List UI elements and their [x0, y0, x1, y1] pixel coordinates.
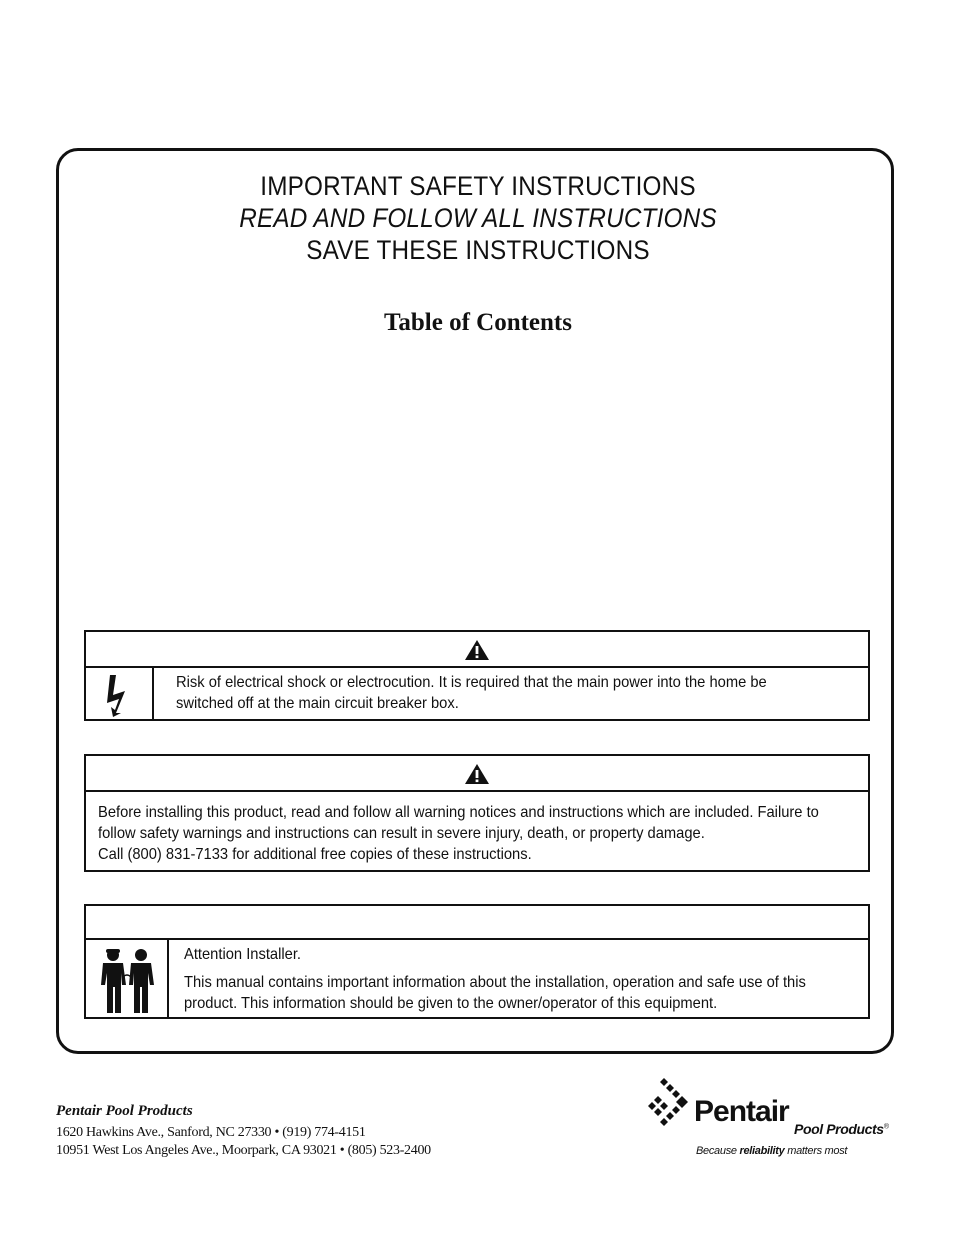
installers-icon — [86, 940, 169, 1019]
electrical-warning-text: Risk of electrical shock or electrocution. It is required that the main power into the home be switched off at the main circuit breaker box. — [176, 674, 767, 712]
general-warning-text: Before installing this product, read and follow all warning notices and instructions which are included. Failure to follow safety warnings and instructions can result in severe injury, death, or property damage. Call (800) 831-7133 for additional free copies of these instructions. — [98, 804, 819, 863]
installer-notice-text: Attention Installer. This manual contains important information about the installation, operation and safe use of this product. This information should be given to the owner/operator of this equipment. — [184, 946, 806, 1012]
installer-notice-box — [84, 904, 870, 1019]
logo-tagline: Because reliability matters most — [696, 1145, 848, 1157]
warning-triangle-icon — [464, 639, 490, 661]
pentair-diamond-icon — [648, 1076, 696, 1136]
warning-header — [86, 756, 868, 792]
address-moorpark: 10951 West Los Angeles Ave., Moorpark, CA 93021 • (805) 523-2400 — [56, 1143, 431, 1158]
toc-title: Table of Contents — [384, 309, 572, 336]
electrical-warning-box — [84, 630, 870, 721]
warning-triangle-icon — [464, 763, 490, 785]
read-follow-heading: READ AND FOLLOW ALL INSTRUCTIONS — [239, 203, 717, 233]
warning-header — [86, 632, 868, 668]
pentair-logo: Pentair Pool Products® Because reliability matters most — [648, 1076, 908, 1166]
general-warning-box — [84, 754, 870, 872]
save-heading: SAVE THESE INSTRUCTIONS — [306, 235, 650, 265]
lightning-bolt-icon — [86, 668, 154, 721]
safety-heading: IMPORTANT SAFETY INSTRUCTIONS — [260, 171, 696, 201]
notice-header — [86, 906, 868, 940]
company-name: Pentair Pool Products — [56, 1103, 193, 1119]
address-sanford: 1620 Hawkins Ave., Sanford, NC 27330 • (919) 774-4151 — [56, 1125, 366, 1140]
